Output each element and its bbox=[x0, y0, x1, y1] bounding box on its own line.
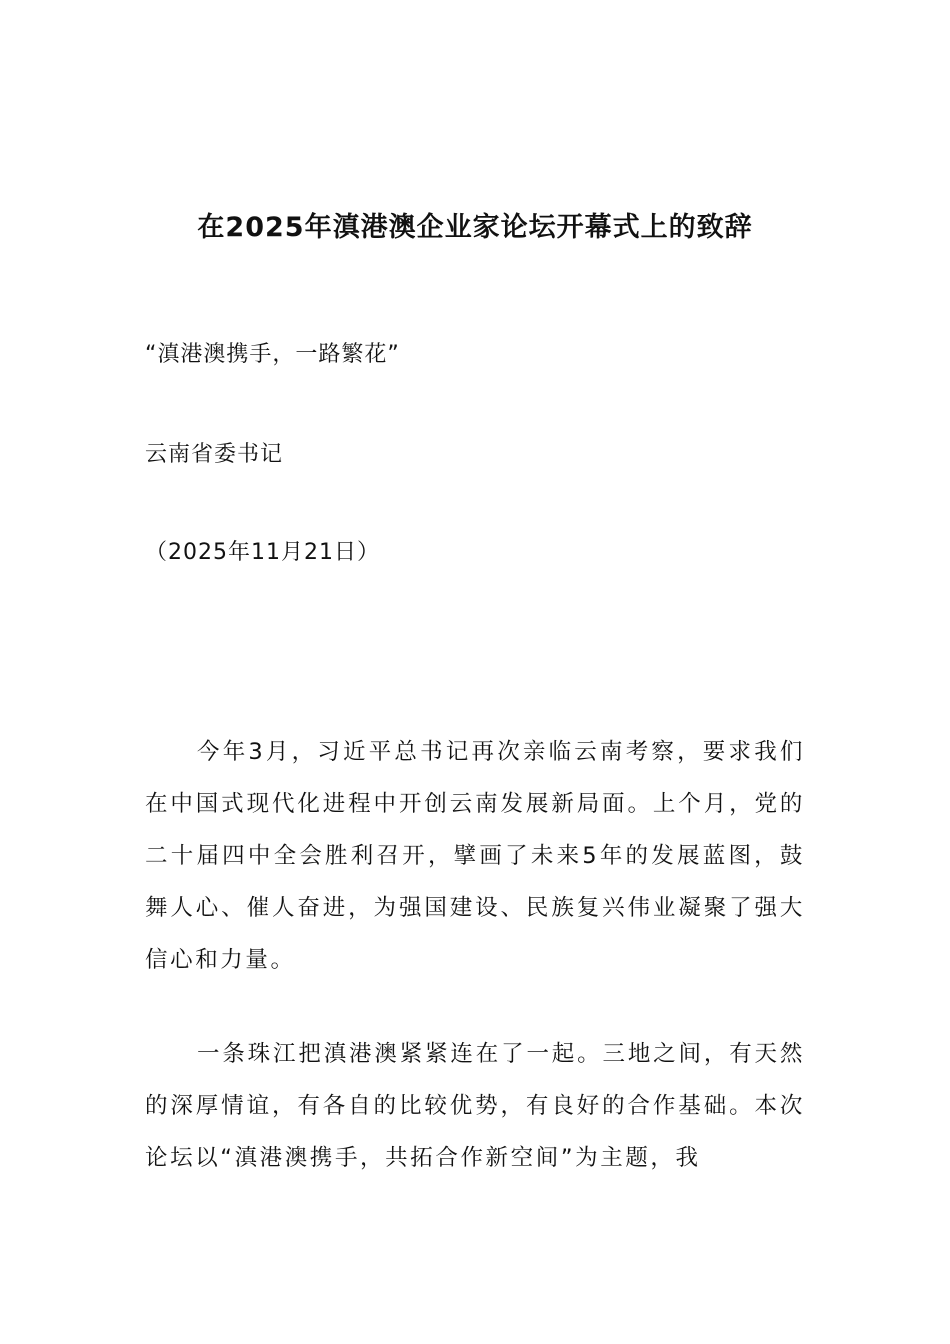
body-paragraph-2: 一条珠江把滇港澳紧紧连在了一起。三地之间，有天然的深厚情谊，有各自的比较优势，有良好的合作基础。本次论坛以“滇港澳携手，共拓合作新空间”为主题，我 bbox=[145, 1041, 805, 1171]
document-title: 在2025年滇港澳企业家论坛开幕式上的致辞 bbox=[197, 212, 753, 243]
author-line: 云南省委书记 bbox=[145, 442, 284, 467]
date-line: （2025年11月21日） bbox=[145, 540, 380, 565]
body-paragraph-1: 今年3月，习近平总书记再次亲临云南考察，要求我们在中国式现代化进程中开创云南发展新局面。上个月，党的二十届四中全会胜利召开，擘画了未来5年的发展蓝图，鼓舞人心、催人奋进，为强国建设、民族复兴伟业凝聚了强大信心和力量。 bbox=[145, 739, 805, 973]
document-subtitle: “滇港澳携手，一路繁花” bbox=[145, 342, 400, 367]
